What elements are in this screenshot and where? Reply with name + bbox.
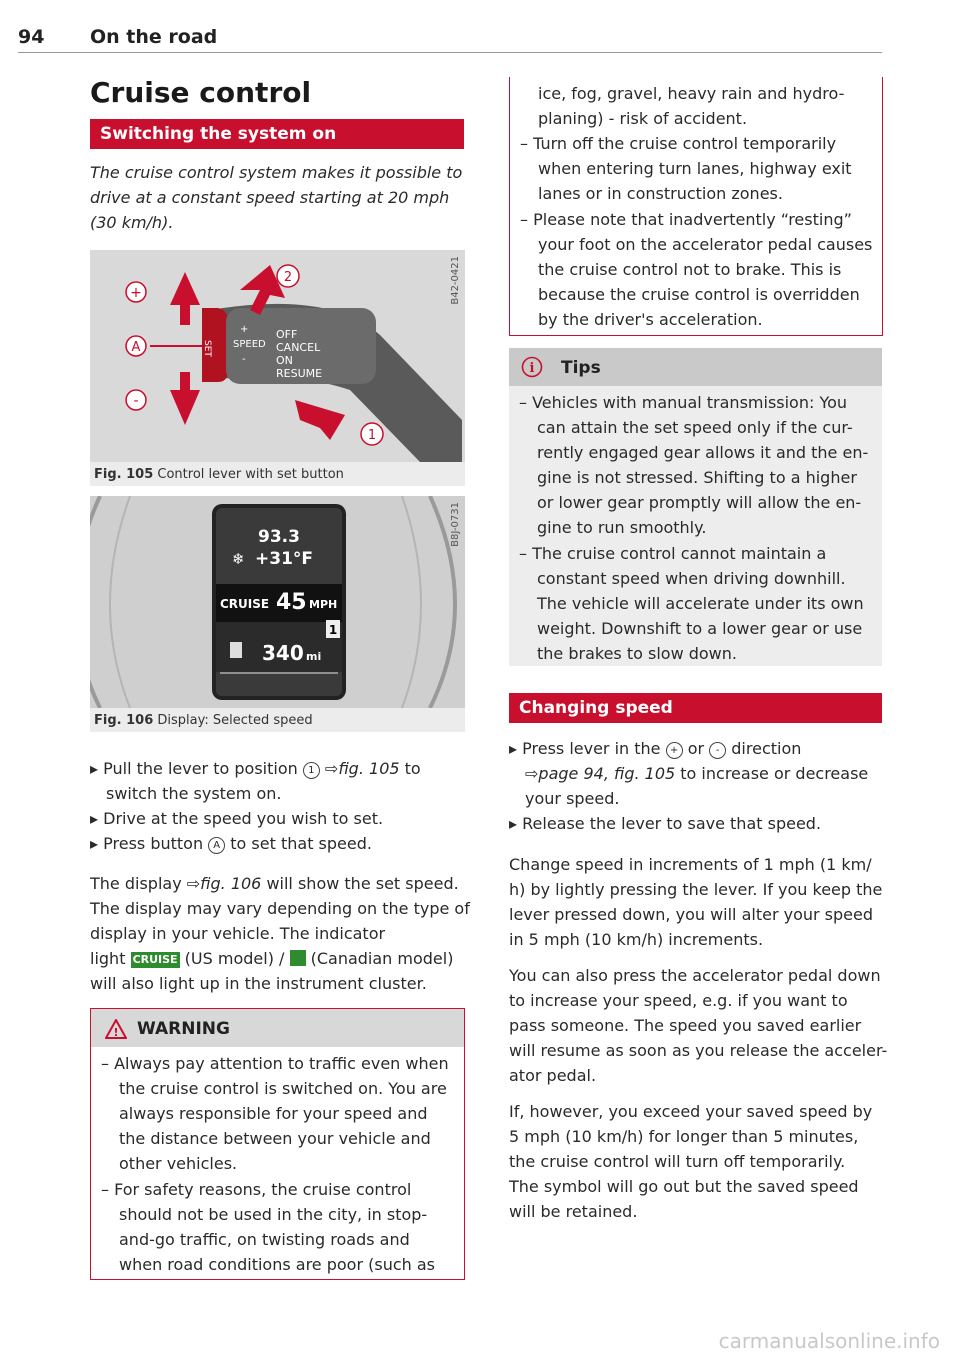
- page-94-fig-105-link[interactable]: page 94, fig. 105: [538, 764, 676, 783]
- lever-speed-down-text: -: [242, 354, 246, 365]
- tips-list: [509, 390, 879, 666]
- warning-box-continued: [509, 77, 883, 336]
- warning-header: [91, 1009, 464, 1047]
- fuel-pump-icon: [230, 642, 242, 658]
- intro-paragraph: The cruise control system makes it possible to drive at a constant speed starting at 20 mph (30 km/h).: [90, 163, 463, 232]
- warning-label: WARNING: [137, 1019, 230, 1039]
- symbol-circle-a: A: [208, 837, 225, 854]
- figure-105: [90, 250, 465, 486]
- symbol-circle-1: 1: [303, 762, 320, 779]
- warning-item: – Always pay attention to traffic even when the cruise control is switched on. You are always responsible for your speed and the distance between your vehicle and other vehicles.: [101, 1054, 449, 1173]
- display-temperature: +31°F: [255, 549, 314, 569]
- display-speed-unit: MPH: [309, 598, 338, 611]
- paragraph-exceed-speed: If, however, you exceed your saved speed by 5 mph (10 km/h) for longer than 5 minutes, the cruise control will turn off temporarily. The symbol will go out but the saved speed will be retained.: [509, 1102, 873, 1221]
- tips-item: – The cruise control cannot maintain a constant speed when driving downhill. The vehicle will accelerate under its own weight. Downshift to a lower gear or use the brakes to slow down.: [519, 544, 864, 663]
- cruise-indicator-us-icon: CRUISE: [132, 953, 178, 966]
- svg-text:!: !: [113, 1026, 119, 1039]
- step-press-button: ▸ Press button A to set that speed.: [90, 834, 372, 853]
- figure-106-caption: Fig. 106 Display: Selected speed: [94, 713, 313, 728]
- step-press-lever: ▸ Press lever in the + or - direction: [509, 739, 802, 758]
- tips-item: – Vehicles with manual transmission: You can attain the set speed only if the cur- rently engaged gear allows it and the en- gine is not stressed. Shifting to a higher or lower gear promptly will allow the en- gine to run smoothly.: [519, 393, 869, 537]
- symbol-circle-plus: +: [666, 742, 683, 759]
- warning-item: – Please note that inadvertently “resting” your foot on the accelerator pedal causes the cruise control not to brake. This is because the cruise control is overridden by the driver's acceleration.: [520, 210, 873, 329]
- section-bar-switching-on: Switching the system on: [90, 119, 464, 149]
- lever-cancel-text: CANCEL: [276, 341, 321, 354]
- paragraph-increments: Change speed in increments of 1 mph (1 km/ h) by lightly pressing the lever. If you keep the lever pressed down, you will alter your speed in 5 mph (10 km/h) increments.: [509, 855, 883, 949]
- lever-illustration: [90, 250, 465, 486]
- paragraph-accelerator: You can also press the accelerator pedal down to increase your speed, e.g. if you want to pass someone. The speed you saved earlier will resume as soon as you release the acceler- ator pedal.: [509, 966, 888, 1085]
- display-illustration: [90, 496, 465, 732]
- figure-106: [90, 496, 465, 732]
- figure-106-code: B8J-0731: [450, 502, 461, 547]
- steps-changing-speed: ▸ Press lever in the + or - direction ⇨page 94, fig. 105 to increase or decrease your speed. ▸ Release the lever to save that speed.: [509, 736, 884, 836]
- warning-continued-list: ice, fog, gravel, heavy rain and hydro- planing) - risk of accident. – Turn off the cruise control temporarily when entering turn lanes, highway exit lanes or in construction zones. – Please note that inadvertently “resting” your foot on the accelerator pedal causes the cruise control not to brake. This is because the cruise control is overridden by the driver's acceleration.: [510, 81, 880, 332]
- steps-switch-on: ▸ Pull the lever to position 1 ⇨fig. 105 to switch the system on. ▸ Drive at the speed you wish to set. ▸ Press button A to set that speed.: [90, 756, 470, 856]
- lever-off-text: OFF: [276, 328, 298, 341]
- figure-105-code: B42-0421: [450, 256, 461, 305]
- step-drive: ▸ Drive at the speed you wish to set.: [90, 809, 384, 828]
- svg-text:i: i: [529, 361, 535, 376]
- label-two: 2: [283, 270, 293, 285]
- display-odometer: 93.3: [258, 527, 300, 547]
- warning-triangle-icon: [105, 1019, 127, 1039]
- lever-resume-text: RESUME: [276, 367, 323, 380]
- label-a: A: [131, 340, 141, 355]
- page-title: Cruise control: [90, 76, 312, 109]
- info-icon: [521, 356, 543, 378]
- symbol-circle-minus: -: [709, 742, 726, 759]
- warning-list: [91, 1051, 461, 1277]
- label-minus: -: [133, 393, 139, 409]
- step-pull-lever: ▸ Pull the lever to position 1 ⇨fig. 105 to: [90, 759, 421, 778]
- section-header: On the road: [90, 26, 218, 48]
- cruise-indicator-canada-icon: [290, 950, 306, 966]
- watermark: carmanualsonline.info: [718, 1329, 940, 1353]
- tips-body: [509, 386, 882, 666]
- lever-set-text: SET: [202, 340, 212, 357]
- display-range-unit: mi: [306, 650, 322, 663]
- warning-item: – Turn off the cruise control temporarily when entering turn lanes, highway exit lanes or in construction zones.: [520, 134, 852, 203]
- fig-105-link[interactable]: fig. 105: [338, 759, 400, 778]
- label-one: 1: [367, 428, 377, 443]
- figure-105-caption: Fig. 105 Control lever with set button: [94, 467, 344, 482]
- tips-header: [509, 348, 882, 386]
- warning-box: [90, 1008, 465, 1280]
- step-release-lever: ▸ Release the lever to save that speed.: [509, 814, 822, 833]
- display-paragraph: The display ⇨fig. 106 will show the set speed. The display may vary depending on the type of display in your vehicle. The indicator light CRUISE (US model) / (Canadian model) will also light up in the instrument cluster.: [90, 874, 470, 993]
- warning-item: – For safety reasons, the cruise control should not be used in the city, in stop- and-go traffic, on twisting roads and when road conditions are poor (such as: [101, 1180, 435, 1274]
- display-set-speed: 45: [276, 590, 307, 615]
- tips-label: Tips: [561, 358, 601, 378]
- label-plus: +: [130, 285, 142, 301]
- header-rule: [18, 52, 882, 53]
- lever-on-text: ON: [276, 354, 293, 367]
- snowflake-icon: ❄: [232, 550, 245, 568]
- fig-106-link[interactable]: fig. 106: [200, 874, 262, 893]
- section-bar-changing-speed: Changing speed: [509, 693, 882, 723]
- lever-speed-up-text: +: [240, 324, 249, 335]
- display-cruise-label: CRUISE: [220, 597, 270, 611]
- lever-speed-text: SPEED: [233, 339, 266, 350]
- page-number: 94: [18, 26, 45, 48]
- display-gear: 1: [328, 623, 338, 637]
- display-range: 340: [262, 641, 304, 665]
